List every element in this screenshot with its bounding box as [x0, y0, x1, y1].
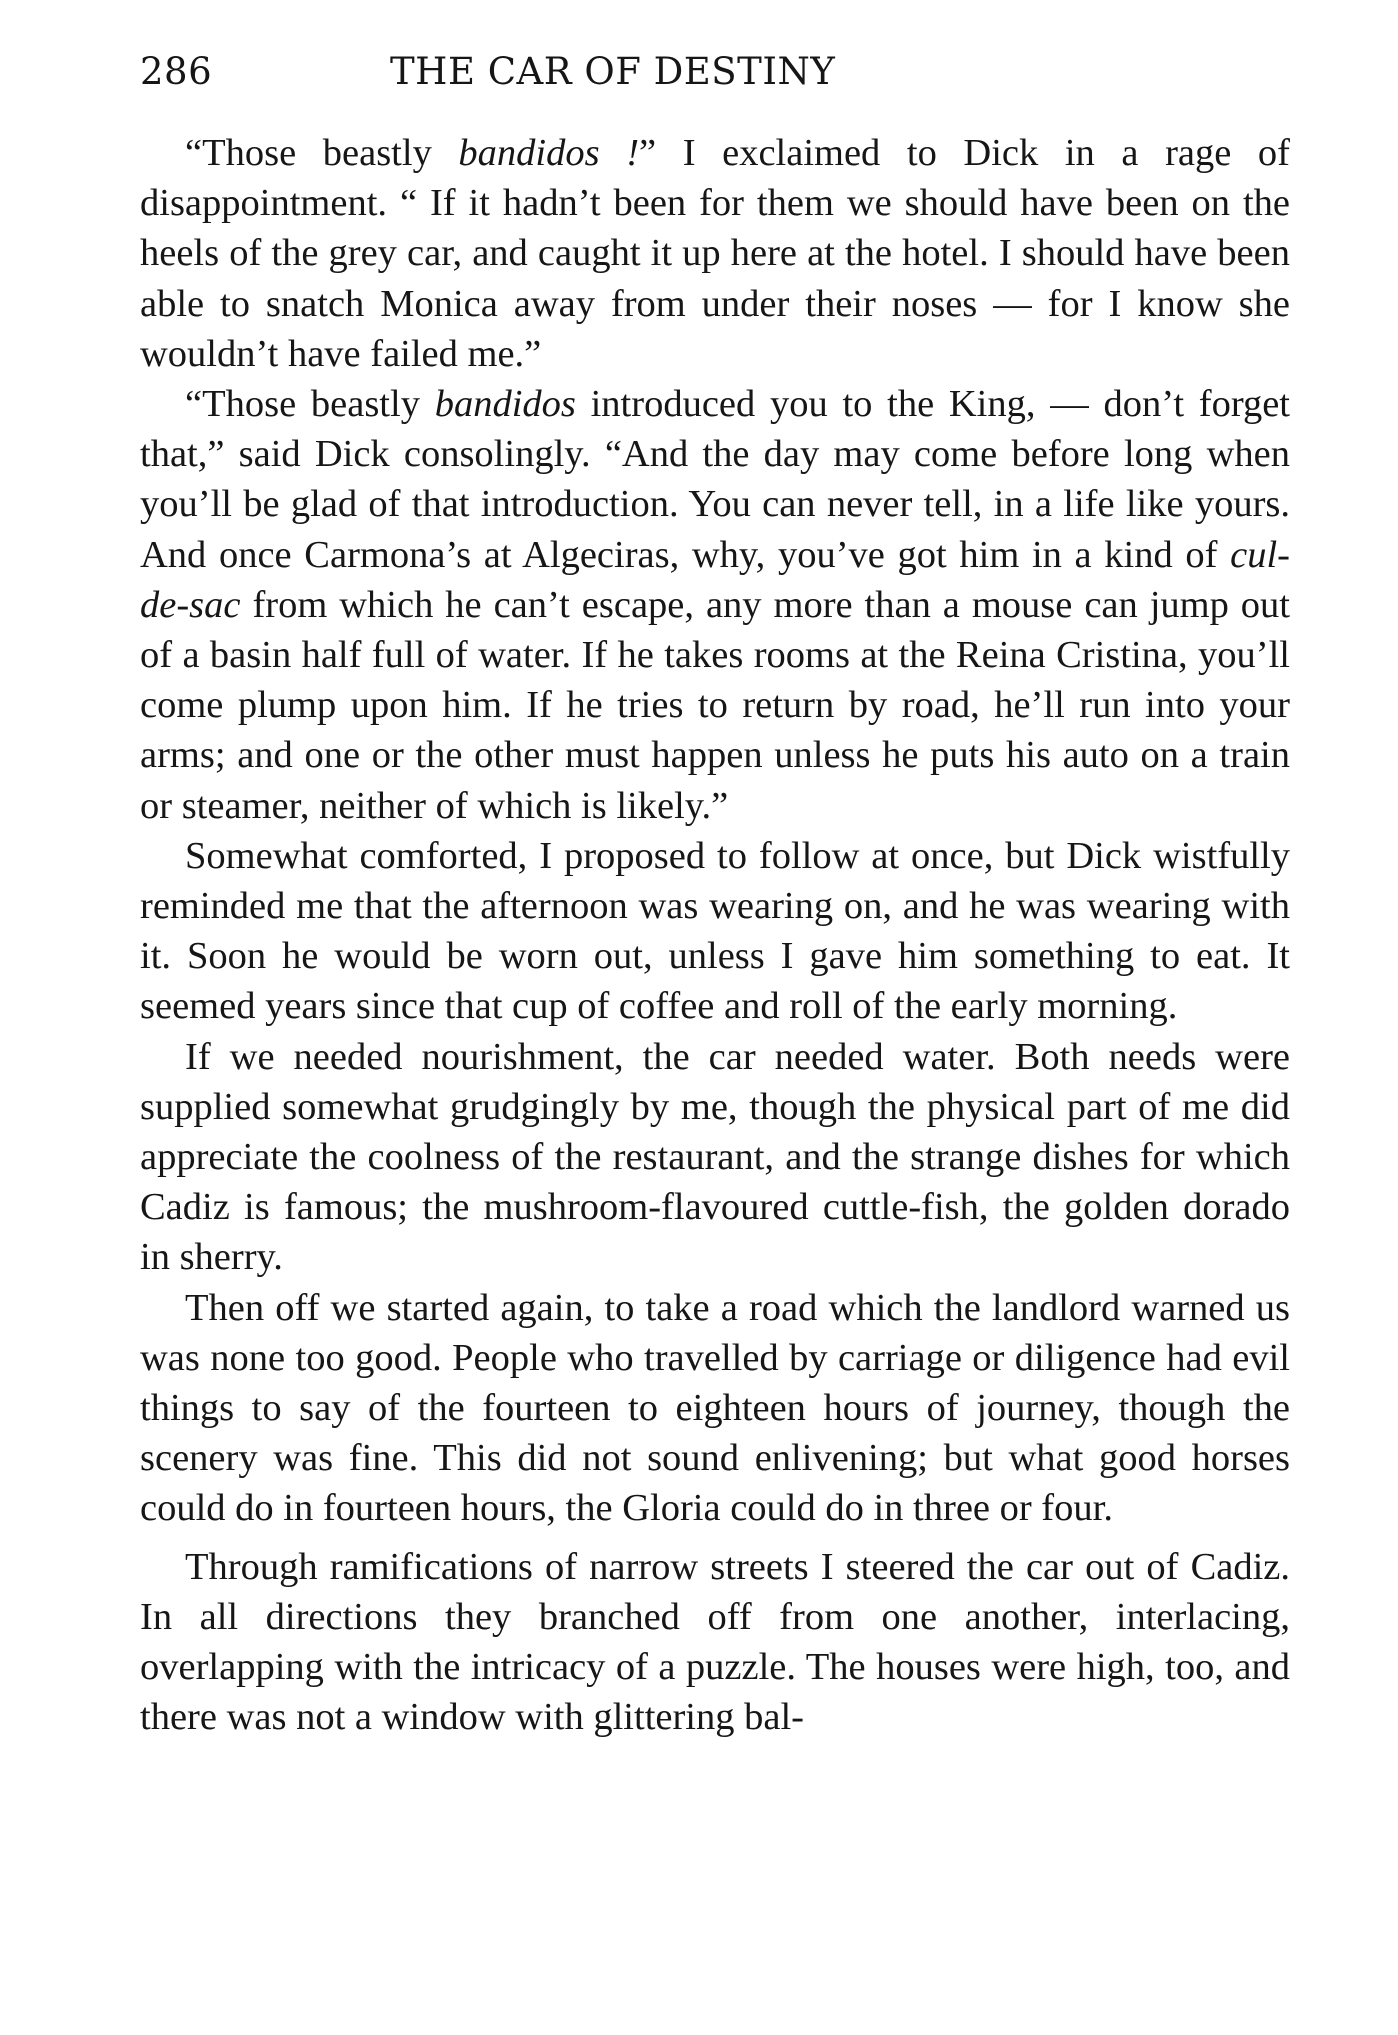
book-title: THE CAR OF DESTINY — [390, 50, 836, 93]
text-span: Then off we started again, to take a road which the landlord warned us was none too good. People who travelled by carriage or diligence had evil things to say of the fourteen to eighteen hours of journey, though the scenery was fine. This did not sound enlivening; but what good horses could do in fourteen hours, the Gloria could do in three or four. — [140, 1286, 1290, 1530]
book-page — [140, 50, 1290, 1743]
text-span: ” I exclaimed to Dick in a rage of disappointment. “ If it hadn’t been for them we should have been on the heels of the grey car, and caught it up here at the hotel. I should have been able to snatch Monica away from under their noses — for I know she wouldn’t have failed me.” — [140, 132, 1290, 375]
text-span: “Those beastly — [185, 383, 435, 426]
italic-text-span: bandidos — [434, 383, 576, 426]
paragraph — [140, 831, 1290, 1032]
paragraph — [140, 1542, 1290, 1743]
paragraph — [140, 1032, 1290, 1283]
text-span: If we needed nourishment, the car needed water. Both needs were supplied somewhat grudgingly by me, though the physical part of me did appreciate the coolness of the restaurant, and the strange dishes for which Cadiz is famous; the mushroom-flavoured cuttle-fish, the golden dorado in sherry. — [140, 1035, 1290, 1279]
body-text — [140, 128, 1290, 1743]
page-number: 286 — [140, 50, 213, 93]
running-head — [140, 50, 1290, 110]
paragraph — [140, 128, 1290, 379]
text-span: Through ramifications of narrow streets I steered the car out of Cadiz. In all directions they branched off from one another, interlacing, overlapping with the intricacy of a puzzle. The houses were high, too, and there was not a window with glittering bal- — [140, 1545, 1290, 1739]
text-span: Somewhat comforted, I proposed to follow at once, but Dick wistfully reminded me that the afternoon was wearing on, and he was wearing with it. Soon he would be worn out, unless I gave him something to eat. It seemed years since that cup of coffee and roll of the early morning. — [140, 834, 1290, 1028]
paragraph — [140, 379, 1290, 831]
text-span: introduced you to the King, — don’t forget that,” said Dick consolingly. “And the day may come before long when you’ll be glad of that introduction. You can never tell, in a life like yours. And once Carmona’s at Algeciras, why, you’ve got him in a kind of — [140, 383, 1290, 576]
paragraph — [140, 1283, 1290, 1534]
italic-text-span: bandidos ! — [458, 132, 640, 174]
text-span: from which he can’t escape, any more than a mouse can jump out of a basin half full of water. If he takes rooms at the Reina Cristina, you’ll come plump upon him. If he tries to return by road, he’ll run into your arms; and one or the other must happen unless he puts his auto on a train or steamer, neither of which is likely.” — [140, 583, 1290, 827]
italic-text-span: cul-de-sac — [140, 533, 1290, 626]
text-span: “Those beastly — [185, 132, 459, 174]
